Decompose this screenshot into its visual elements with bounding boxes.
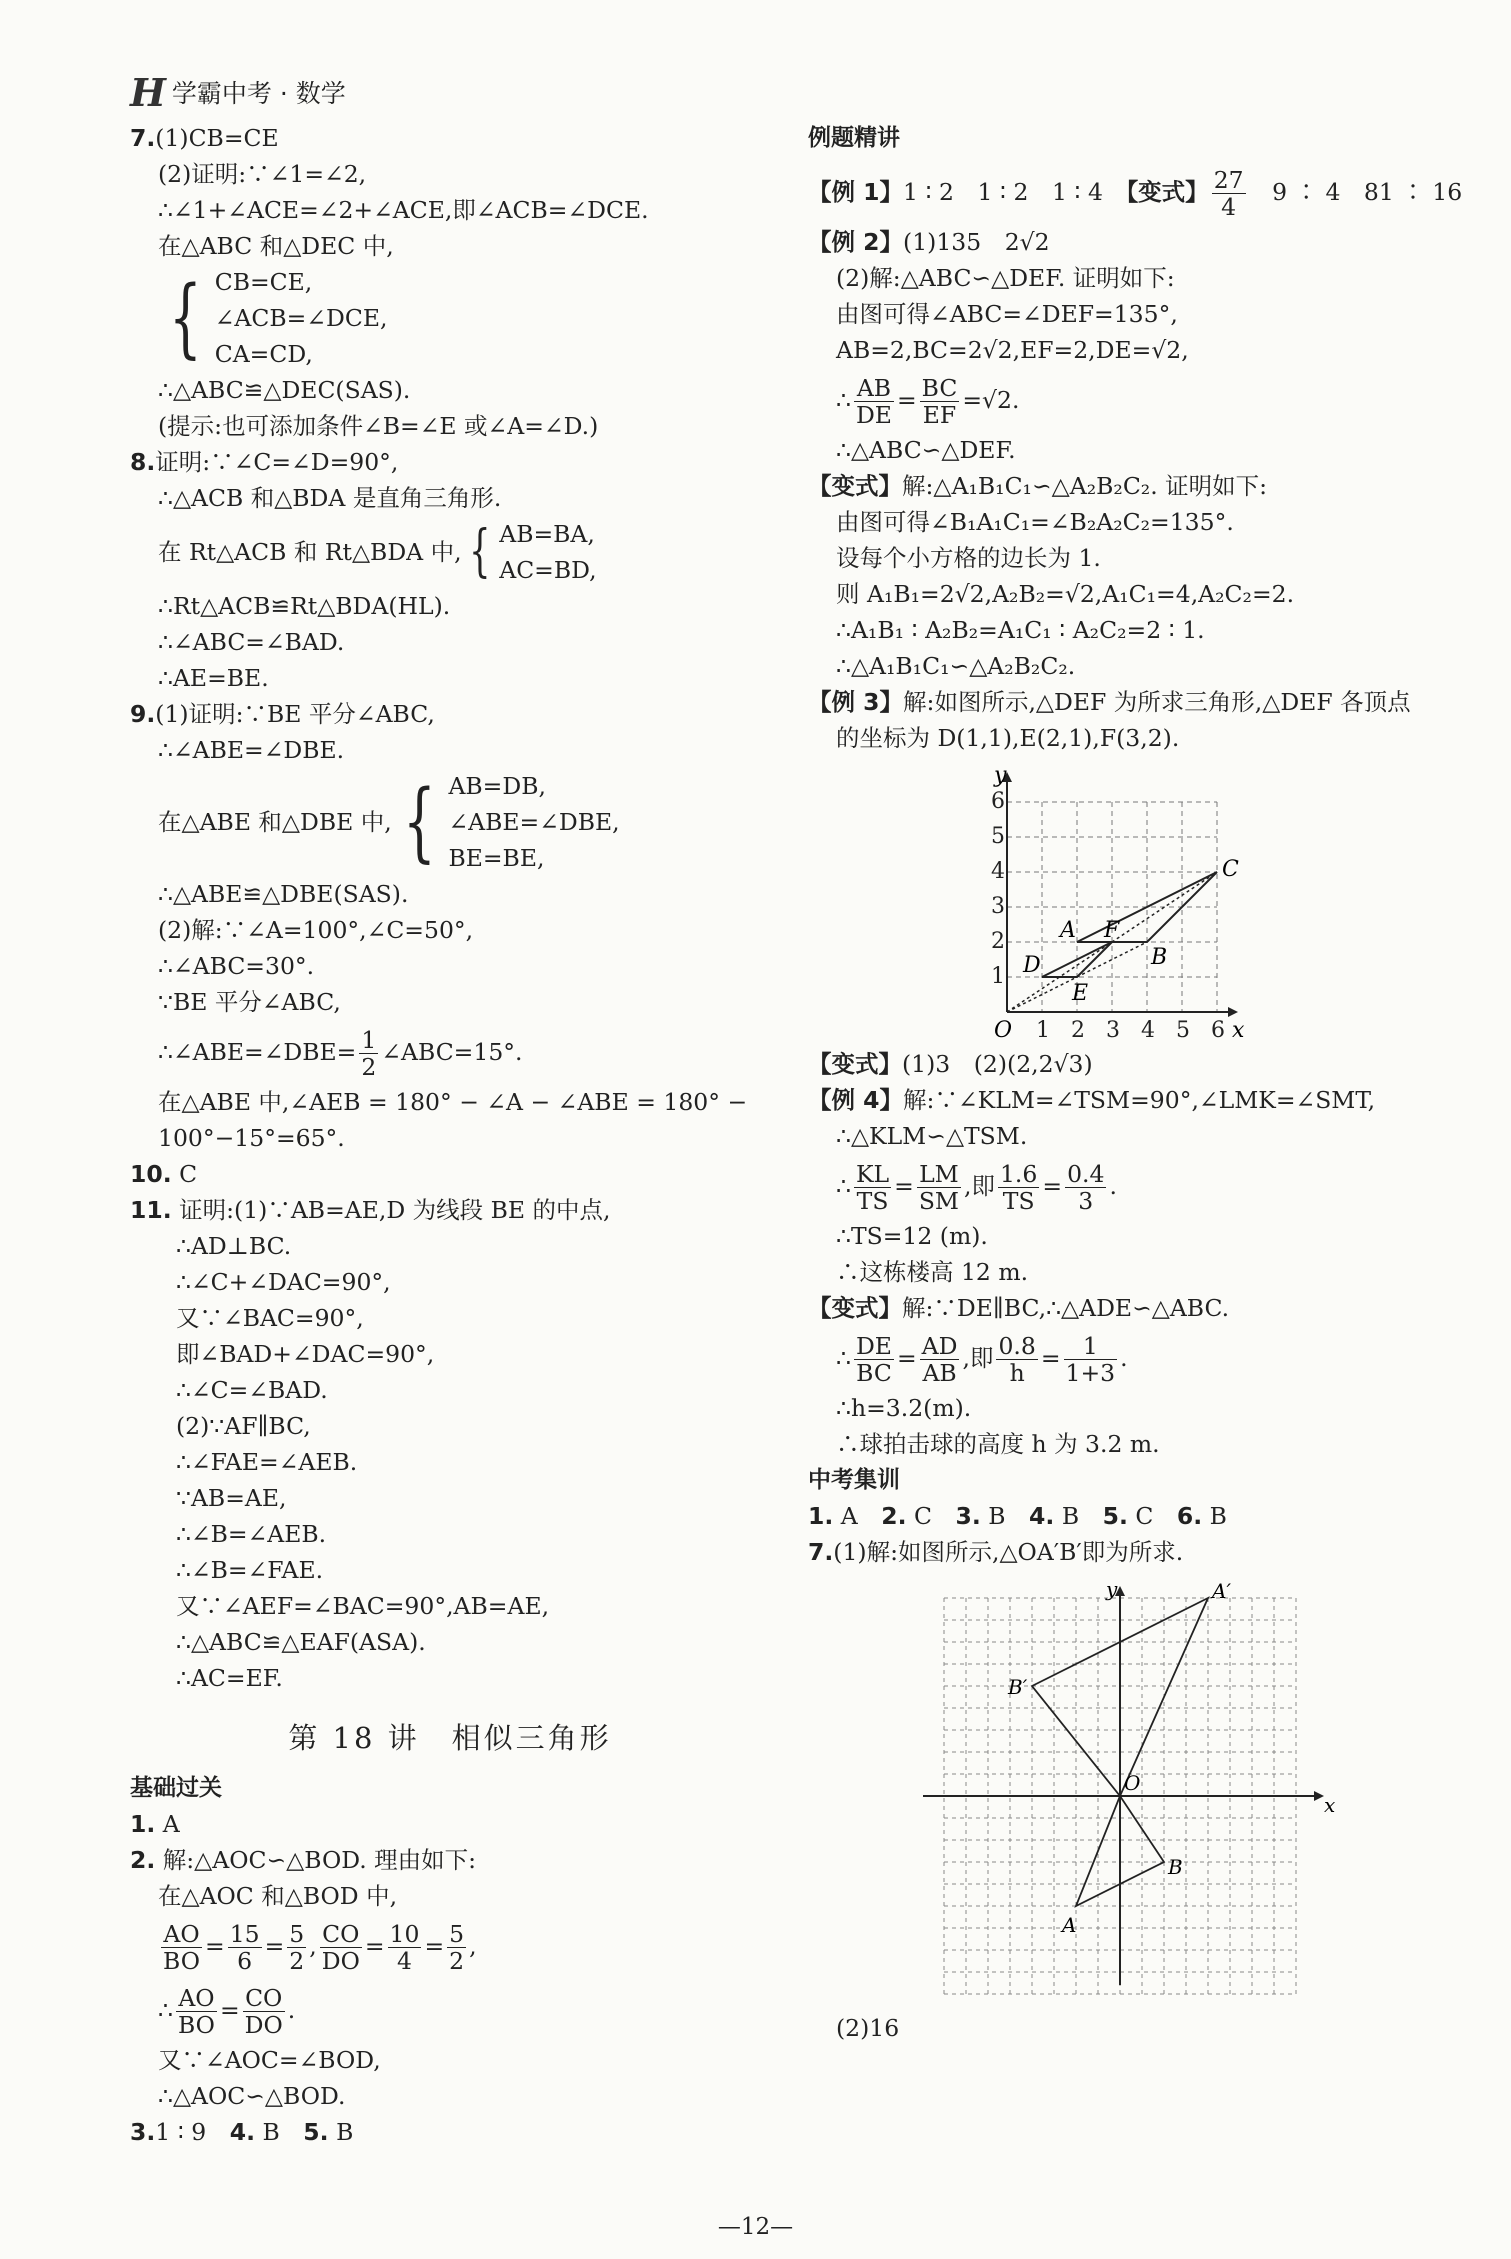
fraction: $\frac{CO}{DO}$ bbox=[244, 1984, 283, 2039]
y-tick: 2 bbox=[991, 929, 1005, 954]
section-heading: 中考集训 bbox=[808, 1467, 900, 1493]
section-heading: 例题精讲 bbox=[808, 125, 900, 151]
j2-line-4: ∴ $\frac{AO}{BO}$ = $\frac{CO}{DO}$ . bbox=[158, 1984, 296, 2039]
j2-line-3: $\frac{AO}{BO}$ = $\frac{15}{6}$ = $\frac{5}{2}$ , $\frac{CO}{DO}$ = $\frac{10}{4}$ = $\frac{5}{2}$ , bbox=[163, 1920, 477, 1975]
q9-line-2: ∴∠ABE=∠DBE. bbox=[158, 736, 345, 764]
q11-line: ∴∠C=∠BAD. bbox=[176, 1376, 328, 1404]
q7-line-3: ∴∠1+∠ACE=∠2+∠ACE,即∠ACB=∠DCE. bbox=[158, 196, 649, 224]
q11-line: ∴∠FAE=∠AEB. bbox=[176, 1448, 358, 1476]
fraction: $\frac{5}{2}$ bbox=[449, 1920, 465, 1975]
point-D-label: D bbox=[1023, 953, 1041, 978]
fraction: $\frac{LM}{SM}$ bbox=[918, 1160, 959, 1215]
j3-line: 3.1 ∶ 9 4. B 5. B bbox=[130, 2118, 354, 2146]
q11-line: ∴∠B=∠AEB. bbox=[176, 1520, 327, 1548]
x-arrow bbox=[1314, 1791, 1324, 1801]
book-title: 学霸中考 · 数学 bbox=[171, 79, 346, 108]
q9-line-1: 9.(1)证明:∵BE 平分∠ABC, bbox=[130, 700, 435, 728]
y-tick: 1 bbox=[991, 964, 1005, 989]
fraction: $\frac{AO}{BO}$ bbox=[177, 1984, 215, 2039]
y-tick: 3 bbox=[991, 894, 1005, 919]
z7-coordinate-figure bbox=[808, 1570, 1458, 2010]
q9-line-10: 100°−15°=65°. bbox=[158, 1124, 345, 1152]
var2-line-2: 由图可得∠B₁A₁C₁=∠B₂A₂C₂=135°. bbox=[836, 508, 1234, 536]
q9-line-6: ∴∠ABC=30°. bbox=[158, 952, 315, 980]
page-number: —12— bbox=[717, 2214, 794, 2240]
z-answers-line: 1. A 2. C 3. B 4. B 5. C 6. B bbox=[808, 1502, 1227, 1530]
fraction: $\frac{BC}{EF}$ bbox=[921, 374, 958, 429]
j2-line-5: 又∵∠AOC=∠BOD, bbox=[158, 2046, 381, 2074]
q11-line-1: 11. 证明:(1)∵AB=AE,D 为线段 BE 的中点, bbox=[130, 1196, 611, 1224]
var4-line-1: 【变式】解:∵DE∥BC,∴△ADE∽△ABC. bbox=[808, 1294, 1230, 1322]
x-axis-label: x bbox=[1324, 1793, 1336, 1817]
q11-line: ∴∠B=∠FAE. bbox=[176, 1556, 324, 1584]
fraction: $\frac{AO}{BO}$ bbox=[163, 1920, 200, 1975]
x-tick: 2 bbox=[1071, 1018, 1085, 1043]
q9-brace-line: BE=BE, bbox=[448, 844, 545, 872]
x-tick: 6 bbox=[1211, 1018, 1225, 1043]
q9-line-8: ∴∠ABE=∠DBE= $\frac{1}{2}$ ∠ABC=15°. bbox=[158, 1026, 523, 1081]
point-B-label: B bbox=[1168, 1855, 1183, 1879]
ex3-line-1: 【例 3】解:如图所示,△DEF 为所求三角形,△DEF 各顶点 bbox=[808, 688, 1411, 716]
q10-line: 10. C bbox=[130, 1160, 198, 1188]
var4-line-2: ∴ $\frac{DE}{BC}$ = $\frac{AD}{AB}$ ,即 $\frac{0.8}{h}$ = $\frac{1}{1+3}$ . bbox=[836, 1332, 1128, 1387]
q9-line-5: (2)解:∵∠A=100°,∠C=50°, bbox=[158, 916, 474, 944]
q11-line: 又∵∠BAC=90°, bbox=[176, 1304, 364, 1332]
ex3-line-2: 的坐标为 D(1,1),E(2,1),F(3,2). bbox=[836, 724, 1180, 752]
q8-line-6: ∴AE=BE. bbox=[158, 664, 269, 692]
var2-line-6: ∴△A₁B₁C₁∽△A₂B₂C₂. bbox=[836, 652, 1076, 680]
fraction: $\frac{KL}{TS}$ bbox=[855, 1160, 890, 1215]
j2-line-1: 2. 解:△AOC∽△BOD. 理由如下: bbox=[130, 1846, 477, 1874]
q11-line: 又∵∠AEF=∠BAC=90°,AB=AE, bbox=[176, 1592, 550, 1620]
ex2-line-3: 由图可得∠ABC=∠DEF=135°, bbox=[836, 300, 1178, 328]
ex4-line-4: ∴TS=12 (m). bbox=[836, 1222, 988, 1250]
q9-brace-system: 在△ABE 和△DBE 中, { AB=DB, ∠ABE=∠DBE, BE=BE, bbox=[130, 768, 770, 876]
q9-line-7: ∵BE 平分∠ABC, bbox=[158, 988, 341, 1016]
var2-line-1: 【变式】解:△A₁B₁C₁∽△A₂B₂C₂. 证明如下: bbox=[808, 472, 1268, 500]
q11-line: ∴∠C+∠DAC=90°, bbox=[176, 1268, 391, 1296]
x-tick: 4 bbox=[1141, 1018, 1155, 1043]
point-E-label: E bbox=[1072, 981, 1089, 1006]
fraction: $\frac{AD}{AB}$ bbox=[921, 1332, 958, 1387]
left-column bbox=[130, 120, 770, 2150]
origin-label: O bbox=[994, 1018, 1013, 1043]
x-tick: 5 bbox=[1176, 1018, 1190, 1043]
fraction: $\frac{DE}{BC}$ bbox=[855, 1332, 892, 1387]
var3-line: 【变式】(1)3 (2)(2,2√3) bbox=[808, 1050, 1093, 1078]
q9-brace-line: AB=DB, bbox=[448, 772, 546, 800]
ex4-line-1: 【例 4】解:∵∠KLM=∠TSM=90°,∠LMK=∠SMT, bbox=[808, 1086, 1376, 1114]
q11-line: ∴AD⊥BC. bbox=[176, 1232, 292, 1260]
point-B-label: B bbox=[1151, 945, 1168, 970]
ex2-line-1: 【例 2】(1)135 2√2 bbox=[808, 228, 1050, 256]
fraction: $\frac{CO}{DO}$ bbox=[321, 1920, 360, 1975]
q8-brace-line: AB=BA, bbox=[499, 520, 595, 548]
q7-line-1: 7.(1)CB=CE bbox=[130, 124, 279, 152]
point-A-label: A bbox=[1060, 918, 1076, 943]
q8-line-1: 8.证明:∵∠C=∠D=90°, bbox=[130, 448, 399, 476]
j1-line: 1. A bbox=[130, 1810, 180, 1838]
fraction: $\frac{5}{2}$ bbox=[289, 1920, 305, 1975]
right-column bbox=[808, 120, 1463, 2046]
q11-line: ∵AB=AE, bbox=[176, 1484, 287, 1512]
j2-line-2: 在△AOC 和△BOD 中, bbox=[158, 1882, 398, 1910]
x-tick: 1 bbox=[1036, 1018, 1050, 1043]
point-A-label: A bbox=[1062, 1913, 1077, 1937]
q7-line-5: ∴△ABC≌△DEC(SAS). bbox=[158, 376, 411, 404]
q7-brace-line: ∠ACB=∠DCE, bbox=[214, 304, 388, 332]
q8-line-4: ∴Rt△ACB≌Rt△BDA(HL). bbox=[158, 592, 451, 620]
point-A-prime-label: A′ bbox=[1212, 1579, 1231, 1603]
fraction: $\frac{27}{4}$ bbox=[1213, 166, 1244, 221]
ex2-line-4: AB=2,BC=2√2,EF=2,DE=√2, bbox=[836, 336, 1189, 364]
fraction: $\frac{10}{4}$ bbox=[389, 1920, 420, 1975]
y-tick: 6 bbox=[991, 789, 1005, 814]
q7-brace-system: { CB=CE, ∠ACB=∠DCE, CA=CD, bbox=[130, 264, 770, 372]
q11-line: ∴△ABC≌△EAF(ASA). bbox=[176, 1628, 426, 1656]
fraction: $\frac{15}{6}$ bbox=[229, 1920, 260, 1975]
var2-line-3: 设每个小方格的边长为 1. bbox=[836, 544, 1101, 572]
q11-line: (2)∵AF∥BC, bbox=[176, 1412, 311, 1440]
ex2-line-6: ∴△ABC∽△DEF. bbox=[836, 436, 1016, 464]
ex3-coordinate-figure bbox=[808, 756, 1458, 1046]
ex4-line-3: ∴ $\frac{KL}{TS}$ = $\frac{LM}{SM}$ ,即 $\frac{1.6}{TS}$ = $\frac{0.4}{3}$ . bbox=[836, 1160, 1117, 1215]
y-axis-label: y bbox=[994, 763, 1007, 788]
fraction: $\frac{1.6}{TS}$ bbox=[999, 1160, 1038, 1215]
fraction: $\frac{1}{2}$ bbox=[361, 1026, 377, 1081]
z7-line-2: (2)16 bbox=[836, 2014, 900, 2042]
q9-line-9: 在△ABE 中,∠AEB = 180° − ∠A − ∠ABE = 180° − bbox=[158, 1088, 748, 1116]
point-F-label: F bbox=[1104, 918, 1120, 943]
ex2-line-2: (2)解:△ABC∽△DEF. 证明如下: bbox=[836, 264, 1175, 292]
grid-lines bbox=[1007, 802, 1217, 1012]
origin-label: O bbox=[1124, 1771, 1141, 1795]
q11-line: ∴AC=EF. bbox=[176, 1664, 283, 1692]
page-header bbox=[130, 69, 346, 115]
var2-line-5: ∴A₁B₁ ∶ A₂B₂=A₁C₁ ∶ A₂C₂=2 ∶ 1. bbox=[836, 616, 1205, 644]
q11-line: 即∠BAD+∠DAC=90°, bbox=[176, 1340, 435, 1368]
q7-line-4: 在△ABC 和△DEC 中, bbox=[158, 232, 394, 260]
fraction: $\frac{0.4}{3}$ bbox=[1067, 1160, 1105, 1215]
q9-line-4: ∴△ABE≌△DBE(SAS). bbox=[158, 880, 409, 908]
q7-hint: (提示:也可添加条件∠B=∠E 或∠A=∠D.) bbox=[158, 412, 599, 440]
y-tick: 4 bbox=[991, 859, 1005, 884]
q7-brace-line: CA=CD, bbox=[214, 340, 313, 368]
var4-line-4: ∴球拍击球的高度 h 为 3.2 m. bbox=[836, 1430, 1160, 1458]
q7-brace-line: CB=CE, bbox=[214, 268, 313, 296]
q9-brace-line: ∠ABE=∠DBE, bbox=[448, 808, 620, 836]
ex2-line-5: ∴ $\frac{AB}{DE}$ = $\frac{BC}{EF}$ =√2. bbox=[836, 374, 1020, 429]
fraction: $\frac{0.8}{h}$ bbox=[998, 1332, 1036, 1387]
x-tick: 3 bbox=[1106, 1018, 1120, 1043]
q8-line-5: ∴∠ABC=∠BAD. bbox=[158, 628, 345, 656]
section-heading: 基础过关 bbox=[130, 1775, 222, 1801]
j2-line-6: ∴△AOC∽△BOD. bbox=[158, 2082, 346, 2110]
ex1-line: 【例 1】1 ∶ 2 1 ∶ 2 1 ∶ 4 【变式】 $\frac{27}{4}$ 9 ∶ 4 81 ∶ 16 bbox=[808, 166, 1463, 221]
ex4-line-2: ∴△KLM∽△TSM. bbox=[836, 1122, 1028, 1150]
var2-line-4: 则 A₁B₁=2√2,A₂B₂=√2,A₁C₁=4,A₂C₂=2. bbox=[836, 580, 1295, 608]
q8-brace-line: AC=BD, bbox=[499, 556, 597, 584]
x-arrow bbox=[1228, 1007, 1238, 1017]
q8-brace-system: 在 Rt△ACB 和 Rt△BDA 中, { AB=BA, AC=BD, bbox=[130, 516, 770, 588]
fraction: $\frac{1}{1+3}$ bbox=[1065, 1332, 1116, 1387]
y-axis-label: y bbox=[1106, 1577, 1118, 1601]
z7-line-1: 7.(1)解:如图所示,△OA′B′即为所求. bbox=[808, 1538, 1184, 1566]
lecture-title: 第 18 讲 相似三角形 bbox=[288, 1721, 612, 1755]
q7-line-2: (2)证明:∵∠1=∠2, bbox=[158, 160, 367, 188]
point-B-prime-label: B′ bbox=[1008, 1675, 1028, 1699]
q8-line-2: ∴△ACB 和△BDA 是直角三角形. bbox=[158, 484, 502, 512]
point-C-label: C bbox=[1222, 857, 1239, 882]
ex4-line-5: ∴这栋楼高 12 m. bbox=[836, 1258, 1029, 1286]
brand-logo: H bbox=[130, 69, 162, 115]
x-axis-label: x bbox=[1232, 1018, 1245, 1043]
fraction: $\frac{AB}{DE}$ bbox=[855, 374, 892, 429]
var4-line-3: ∴h=3.2(m). bbox=[836, 1394, 972, 1422]
y-tick: 5 bbox=[991, 824, 1005, 849]
